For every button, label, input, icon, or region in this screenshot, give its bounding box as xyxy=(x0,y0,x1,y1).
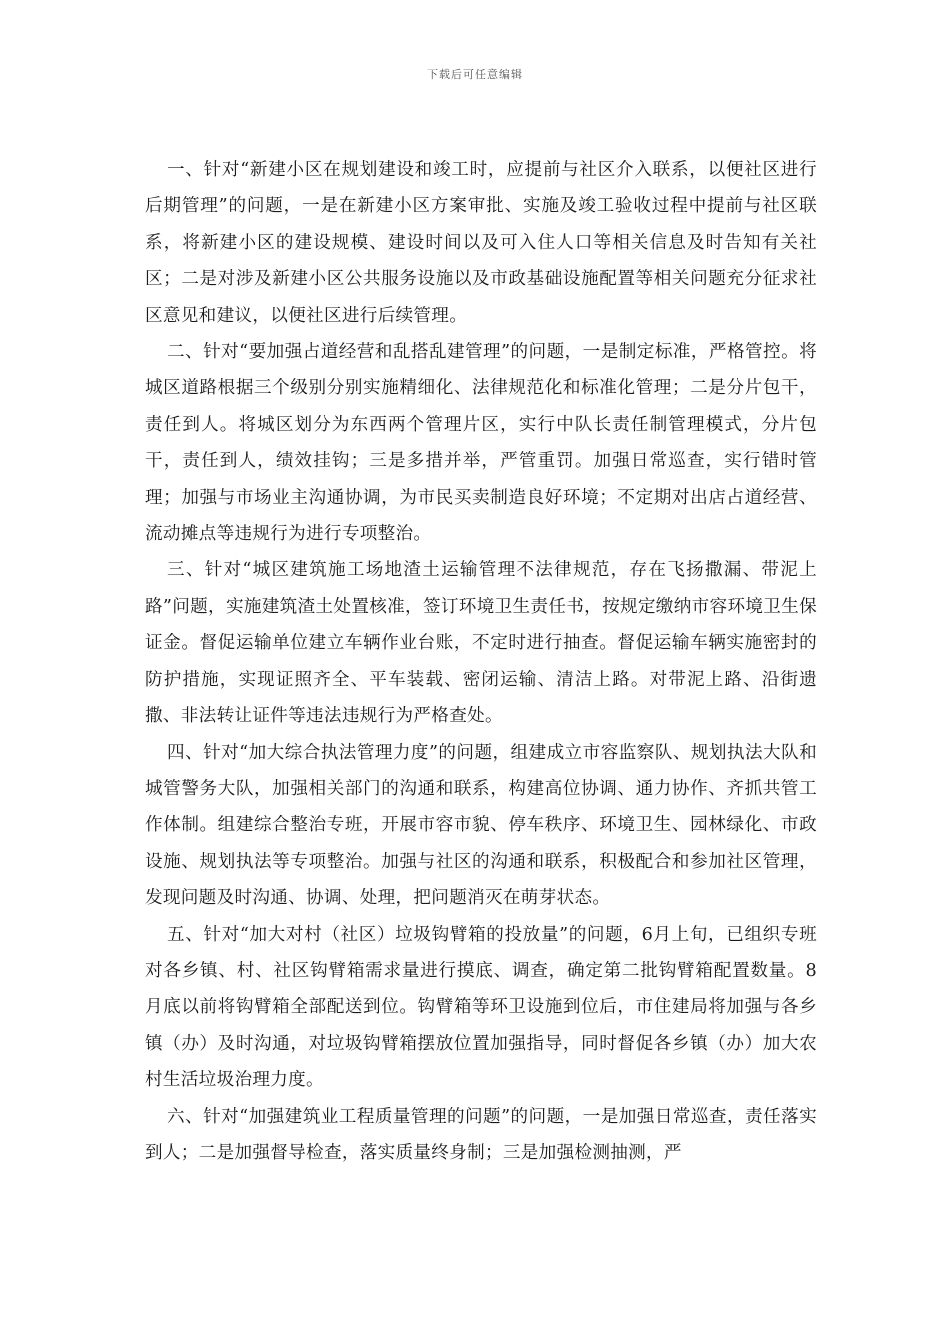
paragraph-3: 三、针对“城区建筑施工场地渣土运输管理不法律规范，存在飞扬撒漏、带泥上路”问题，实施建筑渣土处置核准，签订环境卫生责任书，按规定缴纳市容环境卫生保证金。督促运输单位建立车辆作业台账，不定时进行抽查。督促运输车辆实施密封的防护措施，实现证照齐全、平车装载、密闭运输、清洁上路。对带泥上路、沿街遗撒、非法转让证件等违法违规行为严格查处。 xyxy=(145,560,817,727)
paragraph-5: 五、针对“加大对村（社区）垃圾钩臂箱的投放量”的问题，6月上旬，已组织专班对各乡镇、村、社区钩臂箱需求量进行摸底、调查，确定第二批钩臂箱配置数量。8月底以前将钩臂箱全部配送到位。钩臂箱等环卫设施到位后，市住建局将加强与各乡镇（办）及时沟通，对垃圾钩臂箱摆放位置加强指导，同时督促各乡镇（办）加大农村生活垃圾治理力度。 xyxy=(145,924,817,1091)
paragraph-2: 二、针对“要加强占道经营和乱搭乱建管理”的问题，一是制定标准，严格管控。将城区道路根据三个级别分别实施精细化、法律规范化和标准化管理；二是分片包干，责任到人。将城区划分为东西两个管理片区，实行中队长责任制管理模式，分片包干，责任到人，绩效挂钩；三是多措并举，严管重罚。加强日常巡查，实行错时管理；加强与市场业主沟通协调，为市民买卖制造良好环境；不定期对出店占道经营、流动摊点等违规行为进行专项整治。 xyxy=(145,342,817,545)
paragraph-6: 六、针对“加强建筑业工程质量管理的问题”的问题，一是加强日常巡查，责任落实到人；二是加强督导检查，落实质量终身制；三是加强检测抽测，严 xyxy=(145,1106,817,1163)
page-header: 下载后可任意编辑 xyxy=(427,68,523,81)
document-body xyxy=(145,152,817,1171)
paragraph-1: 一、针对“新建小区在规划建设和竣工时，应提前与社区介入联系，以便社区进行后期管理”的问题，一是在新建小区方案审批、实施及竣工验收过程中提前与社区联系，将新建小区的建设规模、建设时间以及可入住人口等相关信息及时告知有关社区；二是对涉及新建小区公共服务设施以及市政基础设施配置等相关问题充分征求社区意见和建议，以便社区进行后续管理。 xyxy=(145,160,817,326)
paragraph-4: 四、针对“加大综合执法管理力度”的问题，组建成立市容监察队、规划执法大队和城管警务大队，加强相关部门的沟通和联系，构建高位协调、通力协作、齐抓共管工作体制。组建综合整治专班，开展市容市貌、停车秩序、环境卫生、园林绿化、市政设施、规划执法等专项整治。加强与社区的沟通和联系，积极配合和参加社区管理，发现问题及时沟通、协调、处理，把问题消灭在萌芽状态。 xyxy=(145,742,817,909)
